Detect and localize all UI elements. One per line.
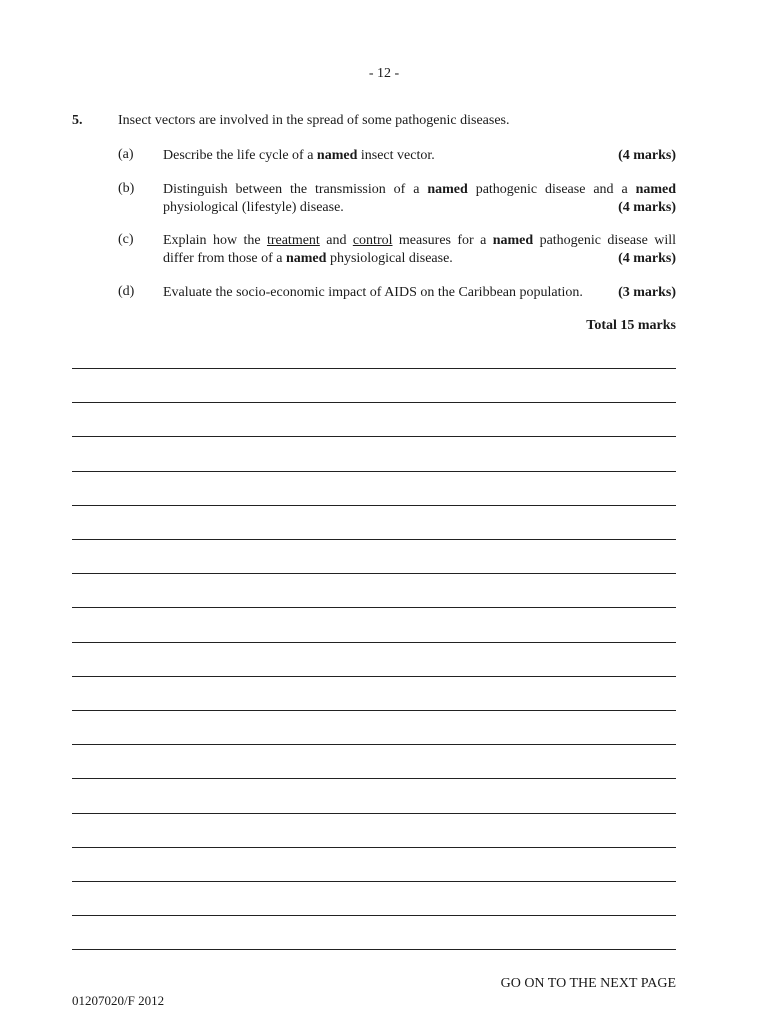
answer-line bbox=[72, 573, 676, 574]
bold-run: named bbox=[316, 148, 358, 163]
question-stem: Insect vectors are involved in the spread of some pathogenic diseases. bbox=[118, 113, 510, 128]
part-text bbox=[163, 250, 453, 268]
total-marks: Total 15 marks bbox=[586, 318, 676, 333]
answer-line bbox=[72, 539, 676, 540]
answer-line bbox=[72, 847, 676, 848]
part-body bbox=[163, 181, 676, 217]
answer-line bbox=[72, 915, 676, 916]
answer-line bbox=[72, 402, 676, 403]
text-run: Explain how the bbox=[163, 233, 267, 248]
part-body bbox=[163, 284, 676, 302]
part-text: physiological (lifestyle) disease. bbox=[163, 200, 344, 215]
answer-line bbox=[72, 813, 676, 814]
underlined-run: treatment bbox=[266, 233, 320, 248]
paper-code: 01207020/F 2012 bbox=[72, 993, 165, 1008]
part-line bbox=[163, 284, 676, 302]
marks: (4 marks) bbox=[618, 200, 676, 215]
part-line bbox=[163, 232, 676, 250]
answer-line bbox=[72, 949, 676, 950]
underlined-run: control bbox=[352, 233, 393, 248]
page-number: - 12 - bbox=[368, 66, 400, 81]
marks: (4 marks) bbox=[618, 148, 676, 163]
answer-line bbox=[72, 607, 676, 608]
answer-line bbox=[72, 744, 676, 745]
part-label: (b) bbox=[118, 181, 135, 196]
bold-run: named bbox=[285, 251, 327, 266]
go-on-notice: GO ON TO THE NEXT PAGE bbox=[500, 976, 676, 991]
bold-run: named bbox=[635, 182, 677, 197]
text-run: insect vector. bbox=[357, 148, 435, 163]
answer-line bbox=[72, 710, 676, 711]
part-label: (c) bbox=[118, 232, 134, 247]
answer-line bbox=[72, 778, 676, 779]
text-run: Describe the life cycle of a bbox=[163, 148, 317, 163]
part-body bbox=[163, 232, 676, 268]
part-label: (d) bbox=[118, 284, 135, 299]
answer-line bbox=[72, 368, 676, 369]
bold-run: named bbox=[492, 233, 534, 248]
text-run: physiological disease. bbox=[326, 251, 453, 266]
part-body bbox=[163, 147, 676, 165]
answer-line bbox=[72, 471, 676, 472]
text-run: Distinguish between the transmission of a bbox=[163, 182, 428, 197]
question-number: 5. bbox=[72, 113, 83, 128]
part-line bbox=[163, 199, 676, 217]
text-run: pathogenic disease will bbox=[533, 233, 676, 248]
part-line bbox=[163, 147, 676, 165]
text-run: measures for a bbox=[392, 233, 493, 248]
answer-line bbox=[72, 881, 676, 882]
text-run: and bbox=[319, 233, 353, 248]
answer-line bbox=[72, 505, 676, 506]
text-run: pathogenic disease and a bbox=[467, 182, 636, 197]
part-text: Evaluate the socio-economic impact of AIDS on the Caribbean population. bbox=[163, 285, 583, 300]
part-line bbox=[163, 181, 676, 199]
marks: (3 marks) bbox=[618, 285, 676, 300]
bold-run: named bbox=[427, 182, 468, 197]
part-label: (a) bbox=[118, 147, 134, 162]
part-line bbox=[163, 250, 676, 268]
answer-line bbox=[72, 676, 676, 677]
marks: (4 marks) bbox=[618, 251, 676, 266]
text-run: differ from those of a bbox=[163, 251, 286, 266]
answer-line bbox=[72, 436, 676, 437]
part-text bbox=[163, 147, 435, 165]
answer-line bbox=[72, 642, 676, 643]
